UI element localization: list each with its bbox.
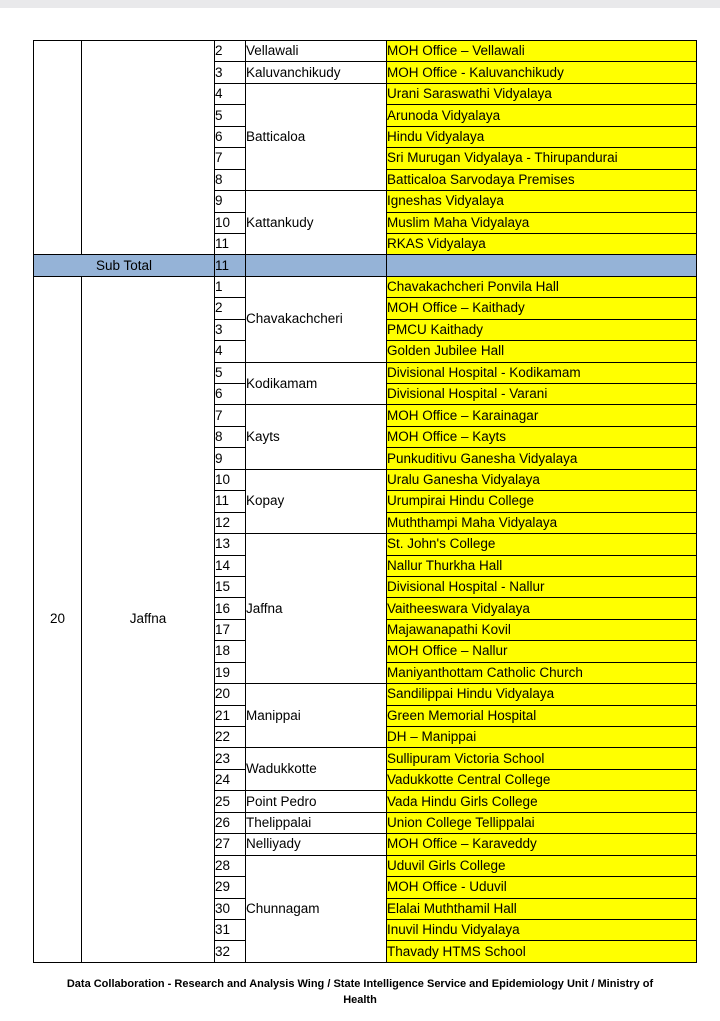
- center-name: Batticaloa Sarvodaya Premises: [387, 169, 697, 190]
- center-name: Golden Jubilee Hall: [387, 341, 697, 362]
- moh-area: Nelliyady: [246, 834, 387, 855]
- moh-area: Kodikamam: [246, 362, 387, 405]
- row-number: 16: [215, 598, 246, 619]
- center-name: Union College Tellippalai: [387, 812, 697, 833]
- row-number: 30: [215, 898, 246, 919]
- center-name: Vaitheeswara Vidyalaya: [387, 598, 697, 619]
- moh-area: Kopay: [246, 469, 387, 533]
- footer-line-2: Health: [343, 994, 377, 1006]
- center-name: Uralu Ganesha Vidyalaya: [387, 469, 697, 490]
- center-name: MOH Office – Karainagar: [387, 405, 697, 426]
- district-name-cell-empty: [82, 41, 215, 255]
- center-name: Urumpirai Hindu College: [387, 491, 697, 512]
- subtotal-row: [34, 255, 697, 276]
- row-number: 31: [215, 919, 246, 940]
- center-name: Inuvil Hindu Vidyalaya: [387, 919, 697, 940]
- row-number: 26: [215, 812, 246, 833]
- row-number: 15: [215, 576, 246, 597]
- center-name: Muslim Maha Vidyalaya: [387, 212, 697, 233]
- row-number: 8: [215, 426, 246, 447]
- subtotal-label: Sub Total: [34, 255, 215, 276]
- row-number: 24: [215, 769, 246, 790]
- row-number: 9: [215, 448, 246, 469]
- center-name: Thavady HTMS School: [387, 941, 697, 962]
- center-name: Green Memorial Hospital: [387, 705, 697, 726]
- row-number: 4: [215, 341, 246, 362]
- row-number: 1: [215, 276, 246, 297]
- row-number: 27: [215, 834, 246, 855]
- center-name: Vadukkotte Central College: [387, 769, 697, 790]
- center-name: Sri Murugan Vidyalaya - Thirupandurai: [387, 148, 697, 169]
- center-name: Nallur Thurkha Hall: [387, 555, 697, 576]
- center-name: DH – Manippai: [387, 727, 697, 748]
- row-number: 19: [215, 662, 246, 683]
- row-number: 14: [215, 555, 246, 576]
- center-name: PMCU Kaithady: [387, 319, 697, 340]
- row-number: 21: [215, 705, 246, 726]
- center-name: MOH Office – Karaveddy: [387, 834, 697, 855]
- center-name: Divisional Hospital - Varani: [387, 384, 697, 405]
- row-number: 29: [215, 877, 246, 898]
- table-row: [34, 41, 697, 62]
- row-number: 32: [215, 941, 246, 962]
- row-number: 18: [215, 641, 246, 662]
- row-number: 10: [215, 469, 246, 490]
- row-number: 3: [215, 319, 246, 340]
- center-name: RKAS Vidyalaya: [387, 233, 697, 254]
- row-number: 13: [215, 534, 246, 555]
- center-name: Majawanapathi Kovil: [387, 619, 697, 640]
- moh-area: Chunnagam: [246, 855, 387, 962]
- center-name: MOH Office - Uduvil: [387, 877, 697, 898]
- moh-area: Manippai: [246, 684, 387, 748]
- moh-area: Kaluvanchikudy: [246, 62, 387, 83]
- row-number: 17: [215, 619, 246, 640]
- row-number: 3: [215, 62, 246, 83]
- center-name: MOH Office – Vellawali: [387, 41, 697, 62]
- moh-area: Batticaloa: [246, 83, 387, 190]
- moh-area: Kattankudy: [246, 191, 387, 255]
- vaccination-centers-table: [33, 40, 697, 963]
- center-name: Sullipuram Victoria School: [387, 748, 697, 769]
- district-number: 20: [34, 276, 82, 962]
- center-name: MOH Office - Kaluvanchikudy: [387, 62, 697, 83]
- center-name: Elalai Muththamil Hall: [387, 898, 697, 919]
- row-number: 2: [215, 298, 246, 319]
- center-name: Vada Hindu Girls College: [387, 791, 697, 812]
- row-number: 11: [215, 233, 246, 254]
- center-name: MOH Office – Kayts: [387, 426, 697, 447]
- page-footer: [20, 976, 700, 1008]
- row-number: 12: [215, 512, 246, 533]
- viewer-top-bar: [0, 0, 720, 8]
- footer-line-1: Data Collaboration - Research and Analysis Wing / State Intelligence Service and Epidemiology Unit / Ministry of: [66, 978, 654, 990]
- row-number: 25: [215, 791, 246, 812]
- row-number: 20: [215, 684, 246, 705]
- row-number: 6: [215, 126, 246, 147]
- moh-area: Kayts: [246, 405, 387, 469]
- center-name: Divisional Hospital - Nallur: [387, 576, 697, 597]
- table-row: [34, 276, 697, 297]
- center-name: Maniyanthottam Catholic Church: [387, 662, 697, 683]
- row-number: 10: [215, 212, 246, 233]
- center-name: Arunoda Vidyalaya: [387, 105, 697, 126]
- center-name: Muththampi Maha Vidyalaya: [387, 512, 697, 533]
- subtotal-empty-center: [387, 255, 697, 276]
- moh-area: Vellawali: [246, 41, 387, 62]
- center-name: Uduvil Girls College: [387, 855, 697, 876]
- center-name: Urani Saraswathi Vidyalaya: [387, 83, 697, 104]
- center-name: Chavakachcheri Ponvila Hall: [387, 276, 697, 297]
- moh-area: Wadukkotte: [246, 748, 387, 791]
- center-name: Igneshas Vidyalaya: [387, 191, 697, 212]
- center-name: St. John's College: [387, 534, 697, 555]
- row-number: 7: [215, 405, 246, 426]
- center-name: Divisional Hospital - Kodikamam: [387, 362, 697, 383]
- center-name: Hindu Vidyalaya: [387, 126, 697, 147]
- center-name: Punkuditivu Ganesha Vidyalaya: [387, 448, 697, 469]
- center-name: Sandilippai Hindu Vidyalaya: [387, 684, 697, 705]
- district-name: Jaffna: [82, 276, 215, 962]
- district-no-cell-empty: [34, 41, 82, 255]
- row-number: 28: [215, 855, 246, 876]
- subtotal-empty-moh: [246, 255, 387, 276]
- center-name: MOH Office – Nallur: [387, 641, 697, 662]
- row-number: 22: [215, 727, 246, 748]
- row-number: 6: [215, 384, 246, 405]
- row-number: 11: [215, 491, 246, 512]
- row-number: 9: [215, 191, 246, 212]
- row-number: 4: [215, 83, 246, 104]
- row-number: 8: [215, 169, 246, 190]
- row-number: 5: [215, 362, 246, 383]
- moh-area: Point Pedro: [246, 791, 387, 812]
- row-number: 7: [215, 148, 246, 169]
- moh-area: Jaffna: [246, 534, 387, 684]
- moh-area: Thelippalai: [246, 812, 387, 833]
- moh-area: Chavakachcheri: [246, 276, 387, 362]
- subtotal-value: 11: [215, 255, 246, 276]
- center-name: MOH Office – Kaithady: [387, 298, 697, 319]
- row-number: 23: [215, 748, 246, 769]
- row-number: 2: [215, 41, 246, 62]
- row-number: 5: [215, 105, 246, 126]
